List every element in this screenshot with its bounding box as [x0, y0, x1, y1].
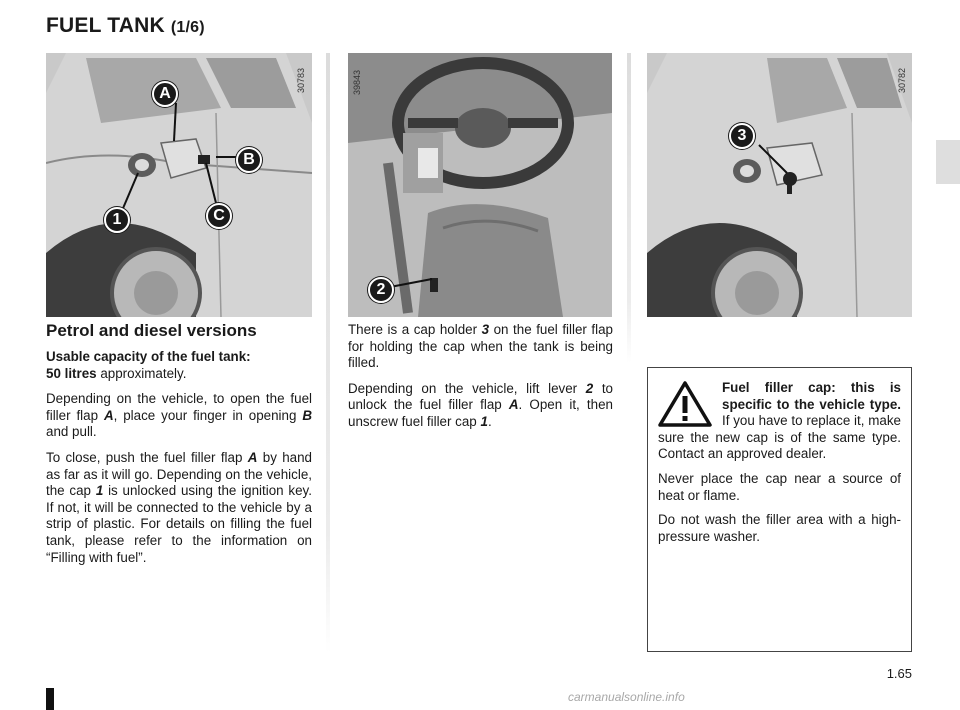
callout-3: 3	[729, 123, 755, 149]
text-run: , place your finger in opening	[113, 407, 303, 423]
open-flap-paragraph	[46, 391, 312, 441]
ref-1: 1	[480, 413, 488, 429]
car-side-cap-illustration	[647, 53, 912, 317]
text-run: Depending on the vehicle, lift lever	[348, 380, 586, 396]
car-side-illustration	[46, 53, 312, 317]
warning-wash-paragraph: Do not wash the filler area with a high-pressure washer.	[658, 512, 901, 544]
close-flap-paragraph	[46, 450, 312, 566]
text-run: . Open it, then unscrew fuel filler cap	[348, 397, 613, 429]
ref-3: 3	[481, 322, 490, 337]
title-text: FUEL TANK	[46, 14, 165, 37]
capacity-value: 50 litres	[46, 365, 97, 381]
ref-b: B	[302, 407, 312, 423]
interior-illustration	[348, 53, 612, 317]
capacity-paragraph	[46, 349, 312, 382]
text-run: To close, push the fuel filler flap	[46, 449, 248, 465]
text-run: There is a cap holder	[348, 322, 482, 337]
figure-code: 30782	[897, 67, 907, 93]
text-run: to unlock the fuel filler flap	[348, 380, 613, 413]
callout-a: A	[152, 81, 178, 107]
title-part: (1/6)	[170, 19, 205, 36]
chapter-tab	[936, 140, 960, 184]
callout-b: B	[236, 147, 262, 173]
ref-a: A	[103, 407, 114, 423]
capacity-label: Usable capacity of the fuel tank:	[46, 349, 251, 364]
figure-code: 30783	[296, 67, 306, 93]
page-number: 1.65	[886, 666, 912, 681]
callout-1: 1	[104, 207, 130, 233]
figure-code: 39843	[352, 69, 362, 95]
text-run: and pull.	[46, 424, 97, 440]
ref-a: A	[508, 397, 519, 413]
text-run: on the fuel filler flap for holding the cap when the tank is being filled.	[348, 322, 613, 371]
corner-mark	[46, 688, 54, 710]
section-heading: Petrol and diesel versions	[46, 321, 257, 340]
text-run: .	[487, 413, 492, 429]
warning-heat-paragraph: Never place the cap near a source of heat or flame.	[658, 470, 901, 503]
figure-interior-lever	[348, 53, 612, 317]
callout-c: C	[206, 203, 232, 229]
page-title	[46, 14, 205, 38]
ref-a: A	[247, 449, 258, 465]
text-run: by hand as far as it will go. Depending on the vehicle, the cap	[46, 449, 312, 499]
column-divider	[326, 53, 330, 653]
warning-bold: Fuel filler cap: this is specific to the vehicle type.	[722, 380, 901, 412]
text-run: If you have to replace it, make sure the new cap is of the same type. Contact an approved dealer.	[658, 413, 901, 462]
column-2-text	[348, 322, 613, 440]
callout-2: 2	[368, 277, 394, 303]
text-run: is unlocked using the ignition key. If not, it will be connected to the vehicle by a strip of plastic. For details on filling the fuel tank, please refer to the information on “Filling with fuel”.	[46, 483, 312, 565]
watermark: carmanualsonline.info	[568, 690, 685, 704]
column-1-text	[46, 349, 312, 575]
figure-cap-holder	[647, 53, 912, 317]
warning-triangle-icon	[658, 380, 712, 428]
cap-holder-paragraph	[348, 322, 613, 372]
capacity-suffix: approximately.	[96, 365, 187, 381]
lever-paragraph	[348, 381, 613, 431]
figure-fuel-flap-open	[46, 53, 312, 317]
ref-2: 2	[585, 380, 594, 396]
ref-1: 1	[95, 483, 104, 499]
text-run: Depending on the vehicle, to open the fuel filler flap	[46, 391, 312, 423]
warning-box	[647, 367, 912, 652]
column-divider	[627, 53, 631, 363]
